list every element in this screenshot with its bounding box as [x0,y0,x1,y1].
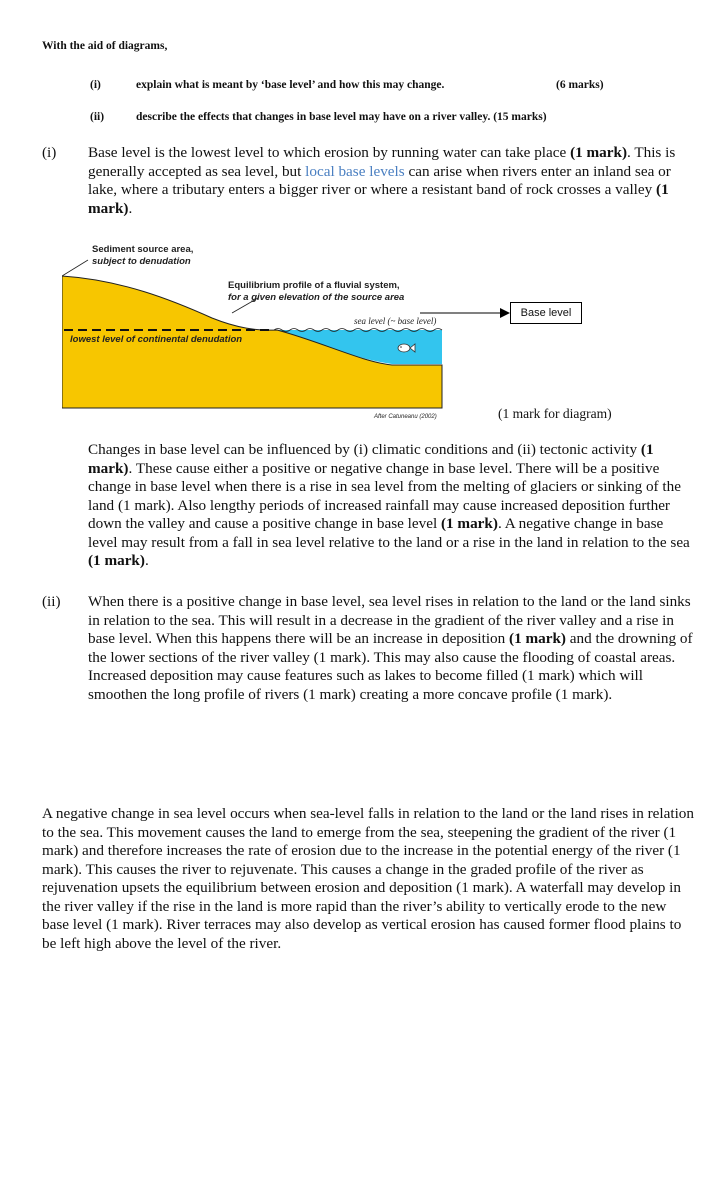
label-credit: After Catuneanu (2002) [374,414,437,420]
answer-text [88,144,694,218]
mark-label: (1 mark) [88,552,145,569]
answer-text [88,593,694,704]
label-equilibrium-line-1: Equilibrium profile of a fluvial system, [228,280,400,291]
label-sea-level: sea level (~ base level) [354,316,437,326]
text-run: . These cause either a positive or negative change in base level. There will be a positive change in base level when there is a rise in sea level from the melting of glaciers or sinking of the land (1 mark). Also lengthy periods of increased rainfall may cause increased deposition further down the valley and cause a positive change in base level [88,459,681,532]
question-part-text: explain what is meant by ‘base level’ and how this may change. [136,79,445,91]
base-level-arrow [420,306,512,320]
base-level-label-box: Base level [510,302,582,324]
answer-i-paragraph-2 [42,441,702,581]
mark-label: (1 mark) [570,144,628,161]
text-run: When there is a positive change in base level, sea level rises in relation to the land or the land sinks in relation to the sea. This will result in a decrease in the gradient of the river valley and a rise in base level. When this happens there will be an increase in deposition [88,593,691,647]
question-part-marks: (6 marks) [556,79,604,91]
text-run: can arise when rivers enter an inland sea or lake, where a tributary enters a bigger river or where a resistant band of rock crosses a valley [88,162,671,198]
label-source-line-1: Sediment source area, [92,244,194,255]
text-run: . [144,552,149,569]
answer-label: (i) [42,144,57,161]
answer-label: (ii) [42,593,61,610]
text-run: . A negative change in base level may result from a fall in sea level relative to the land or a rise in the land in relation to the sea [88,515,690,551]
answer-text [88,441,694,571]
answer-ii-paragraph [42,593,702,733]
question-part-text: describe the effects that changes in base level may have on a river valley. (15 marks) [136,111,547,123]
negative-change-paragraph: A negative change in sea level occurs when sea-level falls in relation to the land or the land rises in relation to the sea. This movement causes the land to emerge from the sea, steepening the gradient of the river (1 mark) and therefore increases the rate of erosion due to the increase in the potential energy of the river (1 mark). This causes the river to rejuvenate. This causes a change in the graded profile of the river as rejuvenation upsets the equilibrium between erosion and deposition (1 mark). A waterfall may develop in the river valley if the rise in the land is more rapid than the river’s ability to vertically erode to the new base level (1 mark). River terraces may also develop as vertical erosion has caused former flood plains to be left high above the level of the river. [42,805,694,952]
text-run: . [128,199,133,217]
local-base-levels-link[interactable]: local base levels [305,162,405,180]
mark-label: (1 mark) [440,515,498,532]
question-part-number: (ii) [90,111,105,123]
text-run: . This is generally accepted as sea level, but [88,144,676,180]
label-lowest-level: lowest level of continental denudation [70,334,243,345]
answer-i-paragraph-1 [42,144,702,224]
question-part-number: (i) [90,79,101,91]
question-intro: With the aid of diagrams, [42,40,168,52]
mark-label: (1 mark) [88,441,654,477]
text-run: and the drowning of the lower sections of the river valley (1 mark). This may also cause the flooding of coastal areas. Increased deposition may cause features such as lakes to become filled (1 mark) which will smoothen the long profile of rivers (1 mark) creating a more concave profile (1 mark). [88,630,693,703]
label-equilibrium-line-2: for a given elevation of the source area [228,292,405,303]
label-source-line-2: subject to denudation [92,256,191,267]
text-run: Changes in base level can be influenced by (i) climatic conditions and (ii) tectonic activity [88,441,641,458]
mark-label: (1 mark) [88,181,669,217]
base-level-diagram [62,238,448,420]
diagram-mark-caption: (1 mark for diagram) [498,406,612,421]
text-run: Base level is the lowest level to which erosion by running water can take place [88,144,571,161]
mark-label: (1 mark) [509,630,566,647]
